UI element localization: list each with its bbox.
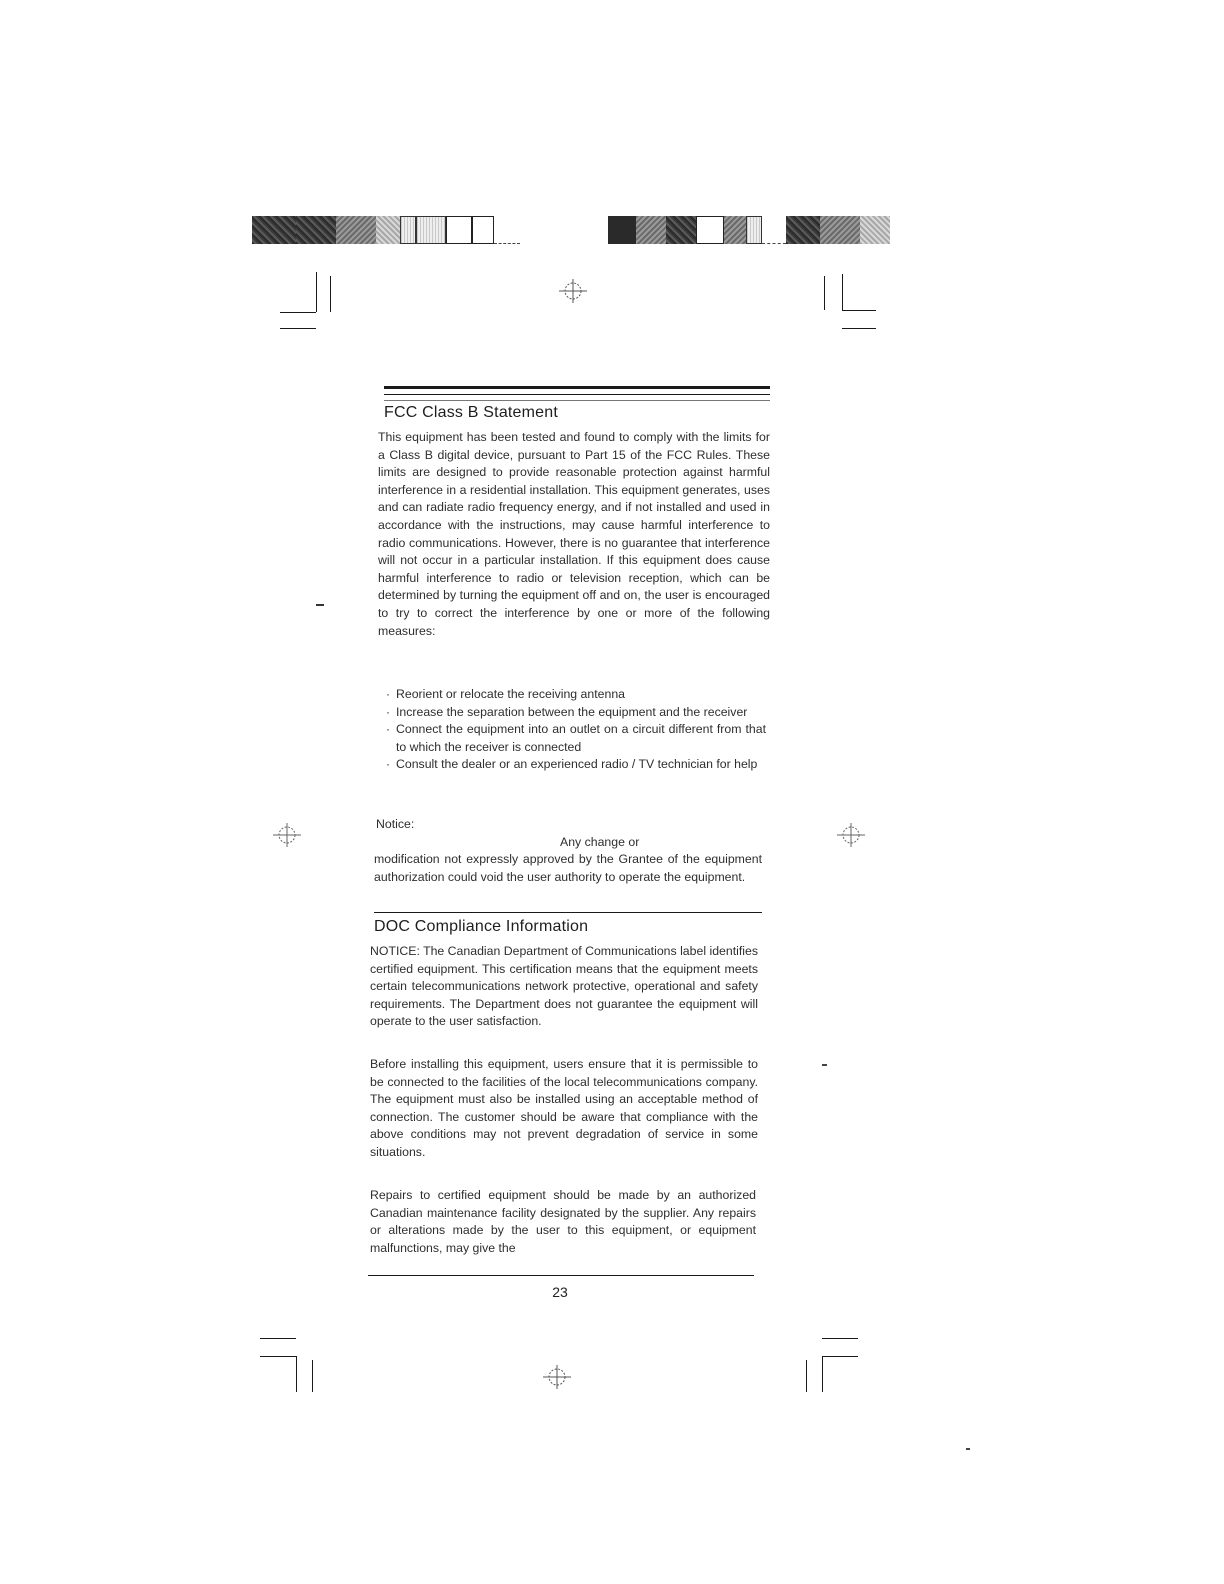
doc-paragraph-2: Before installing this equipment, users ensure that it is permissible to be connected to the facilities of the local telecommunications company. The equipment must also be installed using an acceptable method of connection. The customer should be aware that compliance with the above conditions may not prevent degradation of service in some situations. <box>370 1057 758 1159</box>
fcc-body: This equipment has been tested and found to comply with the limits for a Class B digital device, pursuant to Part 15 of the FCC Rules. These limits are designed to provide reasonable protection against harmful interference in a residential installation. This equipment generates, uses and can radiate radio frequency energy, and if not installed and used in accordance with the instructions, may cause harmful interference to radio communications. However, there is no guarantee that interference will not occur in a particular installation. If this equipment does cause harmful interference to radio or television reception, which can be determined by turning the equipment off and on, the user is encouraged to try to correct the interference by one or more of the following measures: <box>378 430 770 638</box>
doc-paragraph-3: Repairs to certified equipment should be made by an authorized Canadian maintenance facility designated by the supplier. Any repairs or alterations made by the user to this equipment, or equipment malfunctions, may give the <box>370 1188 756 1255</box>
crop-mark <box>296 1356 297 1392</box>
crop-mark <box>312 1360 313 1392</box>
crop-mark <box>822 1356 823 1392</box>
crop-mark <box>842 328 876 329</box>
list-item: · Connect the equipment into an outlet on a circuit different from that to which the receiver is connected <box>382 721 766 756</box>
crop-mark <box>806 1360 807 1392</box>
registration-mark-icon <box>270 818 304 852</box>
footer-rule <box>368 1275 754 1276</box>
notice-label: Notice: <box>376 817 415 831</box>
notice-body: modification not expressly approved by the Grantee of the equipment authorization could void the user authority to operate the equipment. <box>374 852 762 884</box>
crop-mark <box>260 1356 296 1357</box>
crop-mark <box>824 276 825 310</box>
crop-mark <box>822 1338 858 1339</box>
list-item: · Reorient or relocate the receiving antenna <box>382 686 766 704</box>
header-rule <box>384 394 770 395</box>
notice-lead: Any change or <box>560 835 640 849</box>
doc-title: DOC Compliance Information <box>374 918 589 935</box>
scan-speck <box>822 1064 827 1066</box>
crop-mark <box>822 1356 858 1357</box>
color-bar-right <box>608 216 890 244</box>
section-rule <box>374 912 762 913</box>
crop-mark <box>280 328 316 329</box>
header-rule <box>384 386 770 389</box>
fcc-measures-list <box>382 686 766 774</box>
crop-mark <box>260 1338 296 1339</box>
page-number: 23 <box>552 1284 568 1300</box>
scan-speck <box>316 604 324 606</box>
crop-mark <box>330 276 331 312</box>
fcc-title: FCC Class B Statement <box>384 404 559 421</box>
scan-speck <box>966 1448 970 1450</box>
list-item: · Increase the separation between the equipment and the receiver <box>382 704 766 722</box>
crop-mark <box>842 310 876 311</box>
registration-mark-icon <box>556 274 590 308</box>
crop-mark <box>280 312 316 313</box>
registration-mark-icon <box>540 1360 574 1394</box>
crop-mark <box>842 274 843 310</box>
header-rule <box>384 400 770 401</box>
doc-paragraph-1: NOTICE: The Canadian Department of Communications label identifies certified equipment. This certification means that the equipment meets certain telecommunications network protective, operational and safety requirements. The Department does not guarantee the equipment will operate to the user satisfaction. <box>370 944 758 1029</box>
color-bar-left <box>252 216 520 244</box>
list-item: · Consult the dealer or an experienced radio / TV technician for help <box>382 756 766 774</box>
registration-mark-icon <box>834 818 868 852</box>
crop-mark <box>316 272 317 312</box>
